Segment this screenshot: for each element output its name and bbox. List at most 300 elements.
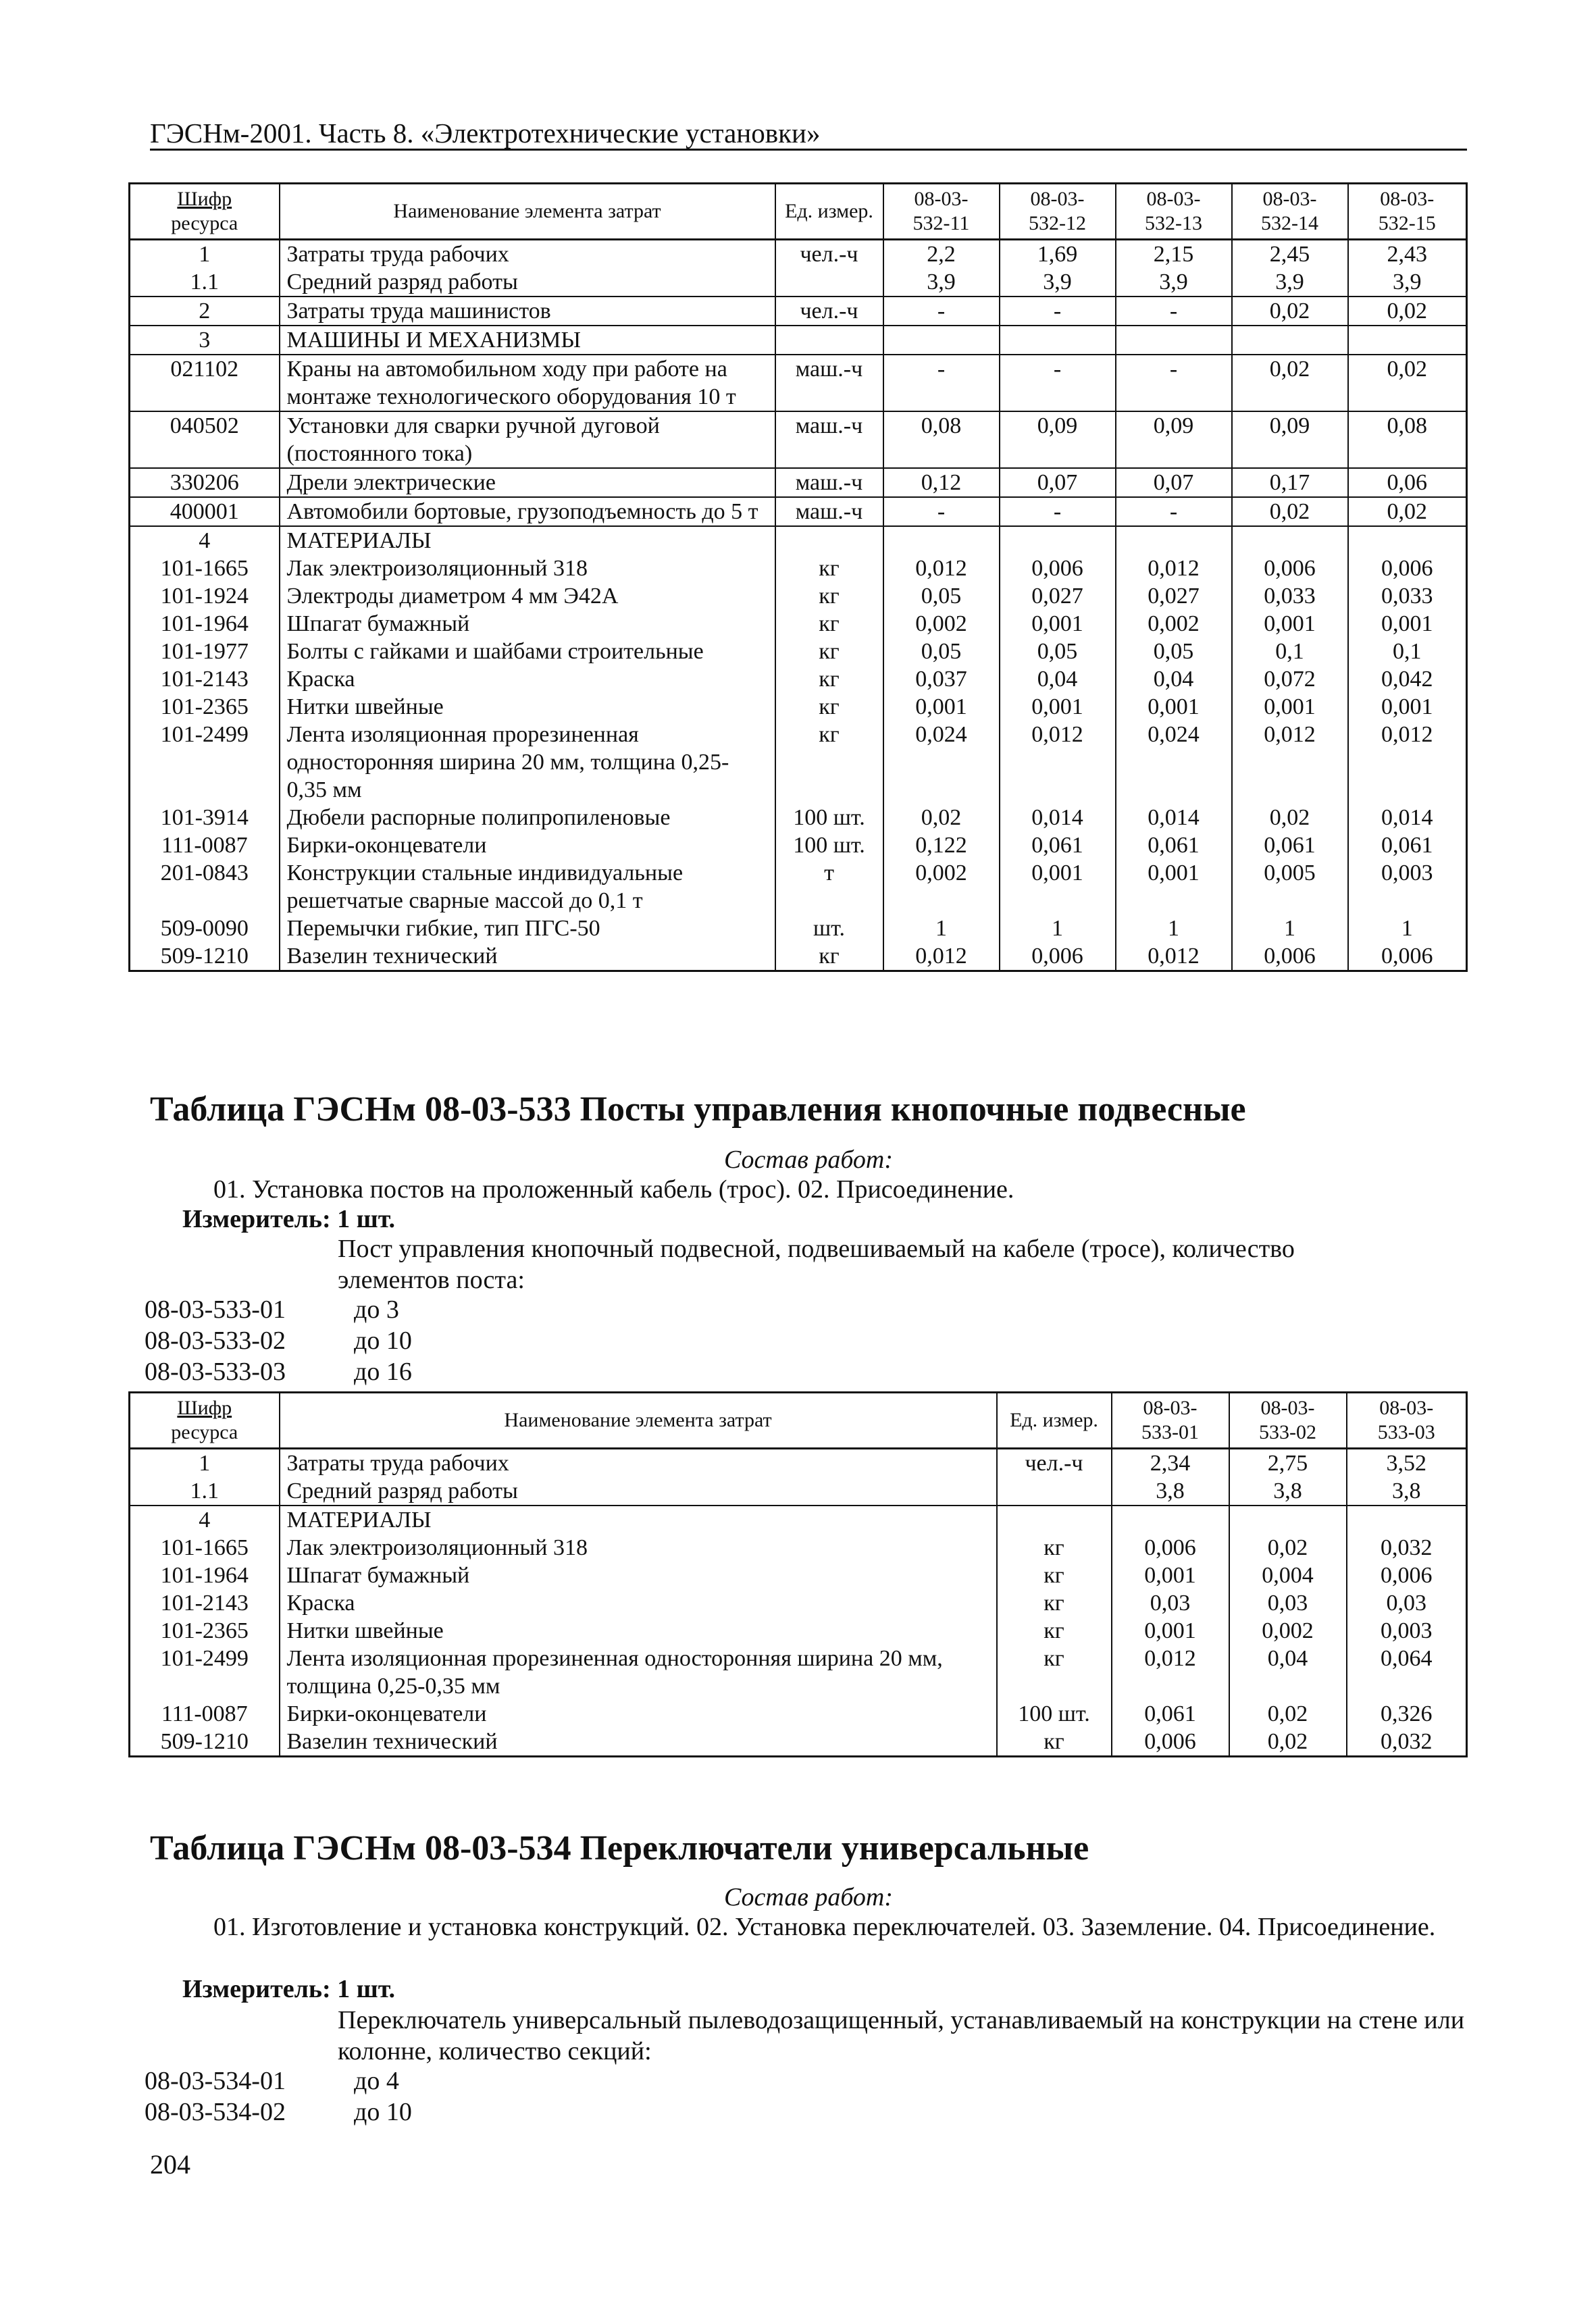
- cell-value: 0,09: [1116, 411, 1232, 468]
- cell-value: 0,001: [1232, 693, 1348, 721]
- table-row: [130, 297, 1467, 326]
- section-534-description: Переключатель универсальный пылеводозащищенный, устанавливаемый на конструкции на стене или колонне, количество секций:: [338, 2006, 1465, 2065]
- cell-value: 0,032: [1347, 1728, 1467, 1757]
- cell-unit: кг: [997, 1728, 1112, 1757]
- cell-value: 0,02: [1229, 1534, 1347, 1562]
- cell-unit: кг: [775, 721, 883, 804]
- table-row: [130, 497, 1467, 526]
- cell-value: 0,09: [1000, 411, 1116, 468]
- cell-value: 0,001: [1112, 1562, 1229, 1589]
- cell-unit: кг: [997, 1645, 1112, 1700]
- table-row: [130, 526, 1467, 555]
- col-head-l2: 533-01: [1141, 1421, 1199, 1443]
- cell-value: 0,014: [1116, 804, 1232, 831]
- table-row: [130, 555, 1467, 582]
- col-head-l2: 532-15: [1378, 212, 1436, 234]
- col-head-l1: 08-03-: [1262, 188, 1317, 210]
- cell-value: 0,02: [1232, 497, 1348, 526]
- variant-text: до 4: [354, 2067, 399, 2095]
- col-head-code-l1: Шифр: [177, 1397, 232, 1419]
- cell-resource-code: 101-2499: [130, 1645, 280, 1700]
- cell-value: 0,012: [883, 555, 1000, 582]
- cell-unit: [997, 1477, 1112, 1506]
- cell-value: 0,006: [1348, 942, 1467, 971]
- cell-value: 0,08: [1348, 411, 1467, 468]
- table-row: [130, 665, 1467, 693]
- cell-value: 0,061: [1112, 1700, 1229, 1728]
- table-533: [128, 1391, 1468, 1757]
- cell-value: 3,9: [1116, 268, 1232, 297]
- cell-value: -: [1116, 355, 1232, 411]
- table-532: [128, 182, 1468, 972]
- cell-resource-code: 509-0090: [130, 915, 280, 942]
- cell-value: [1348, 326, 1467, 355]
- cell-value: -: [1000, 297, 1116, 326]
- cell-value: 0,006: [1347, 1562, 1467, 1589]
- table-row: [130, 411, 1467, 468]
- cell-cost-element-name: Бирки-оконцеватели: [280, 1700, 997, 1728]
- cell-value: 0,03: [1112, 1589, 1229, 1617]
- cell-cost-element-name: Шпагат бумажный: [280, 610, 775, 638]
- cell-value: 0,012: [1232, 721, 1348, 804]
- cell-value: 0,09: [1232, 411, 1348, 468]
- cell-cost-element-name: Установки для сварки ручной дуговой (постоянного тока): [280, 411, 775, 468]
- cell-value: 0,02: [1348, 355, 1467, 411]
- table-533-header: [130, 1393, 1467, 1449]
- col-head-l2: 532-12: [1029, 212, 1086, 234]
- section-534-sostav-label: Состав работ:: [723, 1883, 894, 1911]
- table-row: [130, 915, 1467, 942]
- cell-value: 0,032: [1347, 1534, 1467, 1562]
- cell-value: 0,006: [1112, 1728, 1229, 1757]
- cell-unit: чел.-ч: [775, 240, 883, 269]
- cell-cost-element-name: Бирки-оконцеватели: [280, 831, 775, 859]
- running-header: ГЭСНм-2001. Часть 8. «Электротехнические установки»: [150, 118, 821, 149]
- cell-value: 0,001: [1000, 859, 1116, 915]
- cell-resource-code: 111-0087: [130, 1700, 280, 1728]
- cell-resource-code: 101-2499: [130, 721, 280, 804]
- cell-resource-code: 1: [130, 240, 280, 269]
- variant-text: до 16: [354, 1358, 412, 1386]
- col-head-532-13: [1116, 184, 1232, 240]
- cell-value: 0,033: [1348, 582, 1467, 610]
- cell-value: 0,002: [1116, 610, 1232, 638]
- cell-unit: кг: [997, 1534, 1112, 1562]
- cell-cost-element-name: МАШИНЫ И МЕХАНИЗМЫ: [280, 326, 775, 355]
- col-head-l1: 08-03-: [1146, 188, 1201, 210]
- cell-resource-code: 4: [130, 1506, 280, 1534]
- cell-value: 3,9: [1232, 268, 1348, 297]
- section-534-title: Таблица ГЭСНм 08-03-534 Переключатели универсальные: [150, 1829, 1089, 1868]
- cell-value: -: [1000, 497, 1116, 526]
- cell-value: [883, 526, 1000, 555]
- cell-value: 0,05: [883, 638, 1000, 665]
- section-533-description: Пост управления кнопочный подвесной, подвешиваемый на кабеле (тросе), количество элементов поста:: [338, 1235, 1295, 1294]
- cell-value: 0,06: [1348, 468, 1467, 497]
- cell-value: 3,9: [1000, 268, 1116, 297]
- cell-value: 0,02: [1229, 1700, 1347, 1728]
- table-row: [130, 1728, 1467, 1757]
- cell-value: 0,012: [1116, 942, 1232, 971]
- col-head-code-l1: Шифр: [177, 188, 232, 210]
- cell-unit: кг: [775, 582, 883, 610]
- table-row: [130, 355, 1467, 411]
- cell-value: 0,001: [1348, 610, 1467, 638]
- cell-cost-element-name: Вазелин технический: [280, 942, 775, 971]
- section-533-sostav-label: Состав работ:: [723, 1146, 894, 1174]
- cell-resource-code: 101-1665: [130, 1534, 280, 1562]
- table-532-body: [130, 240, 1467, 971]
- cell-cost-element-name: Конструкции стальные индивидуальные решетчатые сварные массой до 0,1 т: [280, 859, 775, 915]
- cell-value: 3,8: [1347, 1477, 1467, 1506]
- cell-value: -: [883, 355, 1000, 411]
- table-row: [130, 1506, 1467, 1534]
- cell-value: 0,326: [1347, 1700, 1467, 1728]
- cell-value: [1232, 326, 1348, 355]
- cell-unit: маш.-ч: [775, 497, 883, 526]
- col-head-532-15: [1348, 184, 1467, 240]
- cell-resource-code: 1.1: [130, 1477, 280, 1506]
- cell-value: 0,002: [883, 859, 1000, 915]
- cell-resource-code: 4: [130, 526, 280, 555]
- cell-value: 0,001: [1112, 1617, 1229, 1645]
- cell-unit: 100 шт.: [775, 804, 883, 831]
- table-row: [130, 721, 1467, 804]
- variant-533-01: [145, 1294, 399, 1325]
- cell-value: 0,027: [1000, 582, 1116, 610]
- cell-cost-element-name: Вазелин технический: [280, 1728, 997, 1757]
- cell-value: [1229, 1506, 1347, 1534]
- cell-value: 2,45: [1232, 240, 1348, 269]
- cell-value: 0,17: [1232, 468, 1348, 497]
- cell-value: 0,1: [1232, 638, 1348, 665]
- cell-value: 0,042: [1348, 665, 1467, 693]
- cell-value: 0,02: [883, 804, 1000, 831]
- cell-cost-element-name: Лента изоляционная прорезиненная односторонняя ширина 20 мм, толщина 0,25-0,35 мм: [280, 1645, 997, 1700]
- variant-code: 08-03-534-02: [145, 2098, 286, 2126]
- cell-resource-code: 021102: [130, 355, 280, 411]
- col-head-l1: 08-03-: [914, 188, 969, 210]
- cell-value: 2,43: [1348, 240, 1467, 269]
- cell-value: 1: [1232, 915, 1348, 942]
- cell-resource-code: 101-1665: [130, 555, 280, 582]
- cell-resource-code: 101-1924: [130, 582, 280, 610]
- col-head-l2: 533-03: [1377, 1421, 1435, 1443]
- cell-value: 0,03: [1229, 1589, 1347, 1617]
- cell-resource-code: 1.1: [130, 268, 280, 297]
- col-head-533-01: [1112, 1393, 1229, 1449]
- cell-value: [1000, 526, 1116, 555]
- cell-cost-element-name: Затраты труда рабочих: [280, 1449, 997, 1478]
- col-head-l1: 08-03-: [1260, 1397, 1315, 1419]
- cell-value: 0,001: [1000, 610, 1116, 638]
- cell-unit: 100 шт.: [775, 831, 883, 859]
- table-row: [130, 240, 1467, 269]
- cell-resource-code: 101-2365: [130, 693, 280, 721]
- cell-value: [1347, 1506, 1467, 1534]
- cell-value: 0,012: [1112, 1645, 1229, 1700]
- cell-value: 0,03: [1347, 1589, 1467, 1617]
- table-row: [130, 1700, 1467, 1728]
- cell-value: 3,52: [1347, 1449, 1467, 1478]
- cell-cost-element-name: Лак электроизоляционный 318: [280, 1534, 997, 1562]
- col-head-name: Наименование элемента затрат: [280, 184, 775, 240]
- cell-value: -: [1116, 497, 1232, 526]
- table-row: [130, 1534, 1467, 1562]
- header-rule: [150, 149, 1467, 151]
- table-row: [130, 859, 1467, 915]
- cell-value: [1348, 526, 1467, 555]
- cell-unit: кг: [775, 638, 883, 665]
- cell-value: 0,003: [1347, 1617, 1467, 1645]
- col-head-unit: Ед. измер.: [997, 1393, 1112, 1449]
- cell-resource-code: 400001: [130, 497, 280, 526]
- cell-cost-element-name: Затраты труда машинистов: [280, 297, 775, 326]
- cell-cost-element-name: Средний разряд работы: [280, 1477, 997, 1506]
- cell-resource-code: 2: [130, 297, 280, 326]
- table-row: [130, 1449, 1467, 1478]
- cell-cost-element-name: Дюбели распорные полипропиленовые: [280, 804, 775, 831]
- col-head-code-l2: ресурса: [171, 212, 238, 234]
- table-row: [130, 326, 1467, 355]
- cell-value: 0,001: [1348, 693, 1467, 721]
- cell-unit: кг: [775, 942, 883, 971]
- cell-cost-element-name: МАТЕРИАЛЫ: [280, 1506, 997, 1534]
- col-head-l1: 08-03-: [1380, 188, 1435, 210]
- cell-cost-element-name: Краска: [280, 1589, 997, 1617]
- cell-cost-element-name: МАТЕРИАЛЫ: [280, 526, 775, 555]
- cell-value: 1: [883, 915, 1000, 942]
- cell-resource-code: 509-1210: [130, 942, 280, 971]
- cell-resource-code: 201-0843: [130, 859, 280, 915]
- cell-value: [883, 326, 1000, 355]
- cell-value: 0,006: [1232, 942, 1348, 971]
- col-head-532-12: [1000, 184, 1116, 240]
- table-row: [130, 610, 1467, 638]
- cell-value: 2,34: [1112, 1449, 1229, 1478]
- cell-cost-element-name: Автомобили бортовые, грузоподъемность до 5 т: [280, 497, 775, 526]
- table-row: [130, 1645, 1467, 1700]
- cell-unit: [775, 268, 883, 297]
- cell-value: 1: [1000, 915, 1116, 942]
- table-row: [130, 1589, 1467, 1617]
- section-534-measure: Измеритель: 1 шт.: [182, 1975, 396, 2003]
- variant-code: 08-03-533-02: [145, 1327, 286, 1355]
- section-533-title: Таблица ГЭСНм 08-03-533 Посты управления кнопочные подвесные: [150, 1090, 1246, 1129]
- variant-534-02: [145, 2097, 412, 2128]
- cell-value: 0,064: [1347, 1645, 1467, 1700]
- cell-value: -: [1116, 297, 1232, 326]
- cell-value: 0,061: [1232, 831, 1348, 859]
- variant-text: до 10: [354, 1327, 412, 1355]
- variant-533-02: [145, 1325, 412, 1356]
- cell-value: 0,02: [1232, 297, 1348, 326]
- cell-value: 0,006: [1000, 942, 1116, 971]
- cell-value: 0,02: [1229, 1728, 1347, 1757]
- cell-cost-element-name: Шпагат бумажный: [280, 1562, 997, 1589]
- cell-unit: кг: [775, 693, 883, 721]
- variant-534-01: [145, 2065, 399, 2097]
- col-head-l2: 532-14: [1261, 212, 1318, 234]
- col-head-l2: 533-02: [1259, 1421, 1316, 1443]
- cell-value: 0,004: [1229, 1562, 1347, 1589]
- cell-value: 0,012: [1000, 721, 1116, 804]
- cell-value: 0,07: [1000, 468, 1116, 497]
- cell-value: 0,02: [1232, 355, 1348, 411]
- cell-value: 0,003: [1348, 859, 1467, 915]
- cell-value: 1: [1348, 915, 1467, 942]
- cell-cost-element-name: Лак электроизоляционный 318: [280, 555, 775, 582]
- cell-value: 0,12: [883, 468, 1000, 497]
- cell-value: 0,006: [1112, 1534, 1229, 1562]
- cell-value: 0,07: [1116, 468, 1232, 497]
- cell-value: [1000, 326, 1116, 355]
- cell-value: -: [883, 297, 1000, 326]
- cell-value: 0,006: [1348, 555, 1467, 582]
- cell-value: 0,061: [1000, 831, 1116, 859]
- section-533-measure: Измеритель: 1 шт.: [182, 1205, 396, 1233]
- cell-value: 0,012: [1348, 721, 1467, 804]
- cell-value: 0,122: [883, 831, 1000, 859]
- cell-unit: [775, 526, 883, 555]
- variant-text: до 10: [354, 2098, 412, 2126]
- cell-resource-code: 101-1977: [130, 638, 280, 665]
- variant-text: до 3: [354, 1295, 399, 1324]
- cell-cost-element-name: Затраты труда рабочих: [280, 240, 775, 269]
- cell-resource-code: 1: [130, 1449, 280, 1478]
- cell-value: 0,061: [1348, 831, 1467, 859]
- cell-resource-code: 101-2143: [130, 665, 280, 693]
- col-head-code: [130, 184, 280, 240]
- cell-value: 0,037: [883, 665, 1000, 693]
- cell-cost-element-name: Электроды диаметром 4 мм Э42А: [280, 582, 775, 610]
- cell-resource-code: 111-0087: [130, 831, 280, 859]
- cell-cost-element-name: Средний разряд работы: [280, 268, 775, 297]
- cell-value: 0,05: [883, 582, 1000, 610]
- cell-value: 0,027: [1116, 582, 1232, 610]
- cell-value: 0,001: [1116, 859, 1232, 915]
- cell-cost-element-name: Перемычки гибкие, тип ПГС-50: [280, 915, 775, 942]
- cell-value: 0,012: [1116, 555, 1232, 582]
- col-head-l2: 532-13: [1145, 212, 1202, 234]
- table-row: [130, 942, 1467, 971]
- cell-value: 0,02: [1348, 497, 1467, 526]
- cell-value: 0,006: [1000, 555, 1116, 582]
- table-row: [130, 693, 1467, 721]
- cell-unit: кг: [997, 1589, 1112, 1617]
- col-head-533-02: [1229, 1393, 1347, 1449]
- col-head-l1: 08-03-: [1379, 1397, 1434, 1419]
- cell-unit: кг: [997, 1617, 1112, 1645]
- cell-value: 0,001: [883, 693, 1000, 721]
- variant-code: 08-03-534-01: [145, 2067, 286, 2095]
- cell-value: 0,014: [1000, 804, 1116, 831]
- cell-unit: чел.-ч: [997, 1449, 1112, 1478]
- cell-value: 2,2: [883, 240, 1000, 269]
- cell-value: -: [883, 497, 1000, 526]
- cell-unit: маш.-ч: [775, 468, 883, 497]
- col-head-l1: 08-03-: [1030, 188, 1085, 210]
- section-533-works: 01. Установка постов на проложенный кабель (трос). 02. Присоединение.: [213, 1175, 1014, 1204]
- cell-value: 0,02: [1348, 297, 1467, 326]
- cell-value: 0,024: [1116, 721, 1232, 804]
- page-number: 204: [150, 2149, 190, 2180]
- col-head-unit: Ед. измер.: [775, 184, 883, 240]
- table-row: [130, 638, 1467, 665]
- col-head-code-l2: ресурса: [171, 1421, 238, 1443]
- cell-resource-code: 101-1964: [130, 610, 280, 638]
- table-row: [130, 1562, 1467, 1589]
- cell-value: 0,001: [1116, 693, 1232, 721]
- cell-resource-code: 101-2143: [130, 1589, 280, 1617]
- cell-unit: т: [775, 859, 883, 915]
- cell-value: 0,024: [883, 721, 1000, 804]
- cell-value: -: [1000, 355, 1116, 411]
- cell-value: 0,1: [1348, 638, 1467, 665]
- cell-value: 0,04: [1000, 665, 1116, 693]
- cell-unit: маш.-ч: [775, 411, 883, 468]
- cell-cost-element-name: Краска: [280, 665, 775, 693]
- cell-resource-code: 040502: [130, 411, 280, 468]
- cell-value: 3,8: [1229, 1477, 1347, 1506]
- cell-unit: кг: [997, 1562, 1112, 1589]
- cell-value: [1116, 526, 1232, 555]
- cell-cost-element-name: Нитки швейные: [280, 1617, 997, 1645]
- table-row: [130, 582, 1467, 610]
- cell-value: 0,05: [1000, 638, 1116, 665]
- col-head-532-11: [883, 184, 1000, 240]
- table-row: [130, 1617, 1467, 1645]
- table-row: [130, 1477, 1467, 1506]
- col-head-533-03: [1347, 1393, 1467, 1449]
- cell-value: [1112, 1506, 1229, 1534]
- cell-value: 0,001: [1000, 693, 1116, 721]
- table-row: [130, 831, 1467, 859]
- cell-value: 0,002: [883, 610, 1000, 638]
- table-532-header: [130, 184, 1467, 240]
- cell-unit: кг: [775, 665, 883, 693]
- cell-value: 0,08: [883, 411, 1000, 468]
- cell-cost-element-name: Нитки швейные: [280, 693, 775, 721]
- cell-unit: чел.-ч: [775, 297, 883, 326]
- cell-value: [1116, 326, 1232, 355]
- cell-value: 0,05: [1116, 638, 1232, 665]
- table-533-body: [130, 1449, 1467, 1757]
- cell-value: 3,9: [1348, 268, 1467, 297]
- cell-unit: [997, 1506, 1112, 1534]
- cell-value: [1232, 526, 1348, 555]
- table-row: [130, 468, 1467, 497]
- variant-code: 08-03-533-03: [145, 1358, 286, 1386]
- cell-value: 0,001: [1232, 610, 1348, 638]
- cell-resource-code: 101-2365: [130, 1617, 280, 1645]
- cell-value: 0,02: [1232, 804, 1348, 831]
- variant-code: 08-03-533-01: [145, 1295, 286, 1324]
- col-head-l2: 532-11: [912, 212, 970, 234]
- table-row: [130, 268, 1467, 297]
- cell-value: 0,072: [1232, 665, 1348, 693]
- cell-value: 0,014: [1348, 804, 1467, 831]
- col-head-532-14: [1232, 184, 1348, 240]
- col-head-name: Наименование элемента затрат: [280, 1393, 997, 1449]
- cell-unit: кг: [775, 555, 883, 582]
- cell-value: 3,9: [883, 268, 1000, 297]
- table-row: [130, 804, 1467, 831]
- cell-unit: [775, 326, 883, 355]
- cell-value: 1,69: [1000, 240, 1116, 269]
- cell-cost-element-name: Краны на автомобильном ходу при работе на монтаже технологического оборудования 10 т: [280, 355, 775, 411]
- cell-value: 0,012: [883, 942, 1000, 971]
